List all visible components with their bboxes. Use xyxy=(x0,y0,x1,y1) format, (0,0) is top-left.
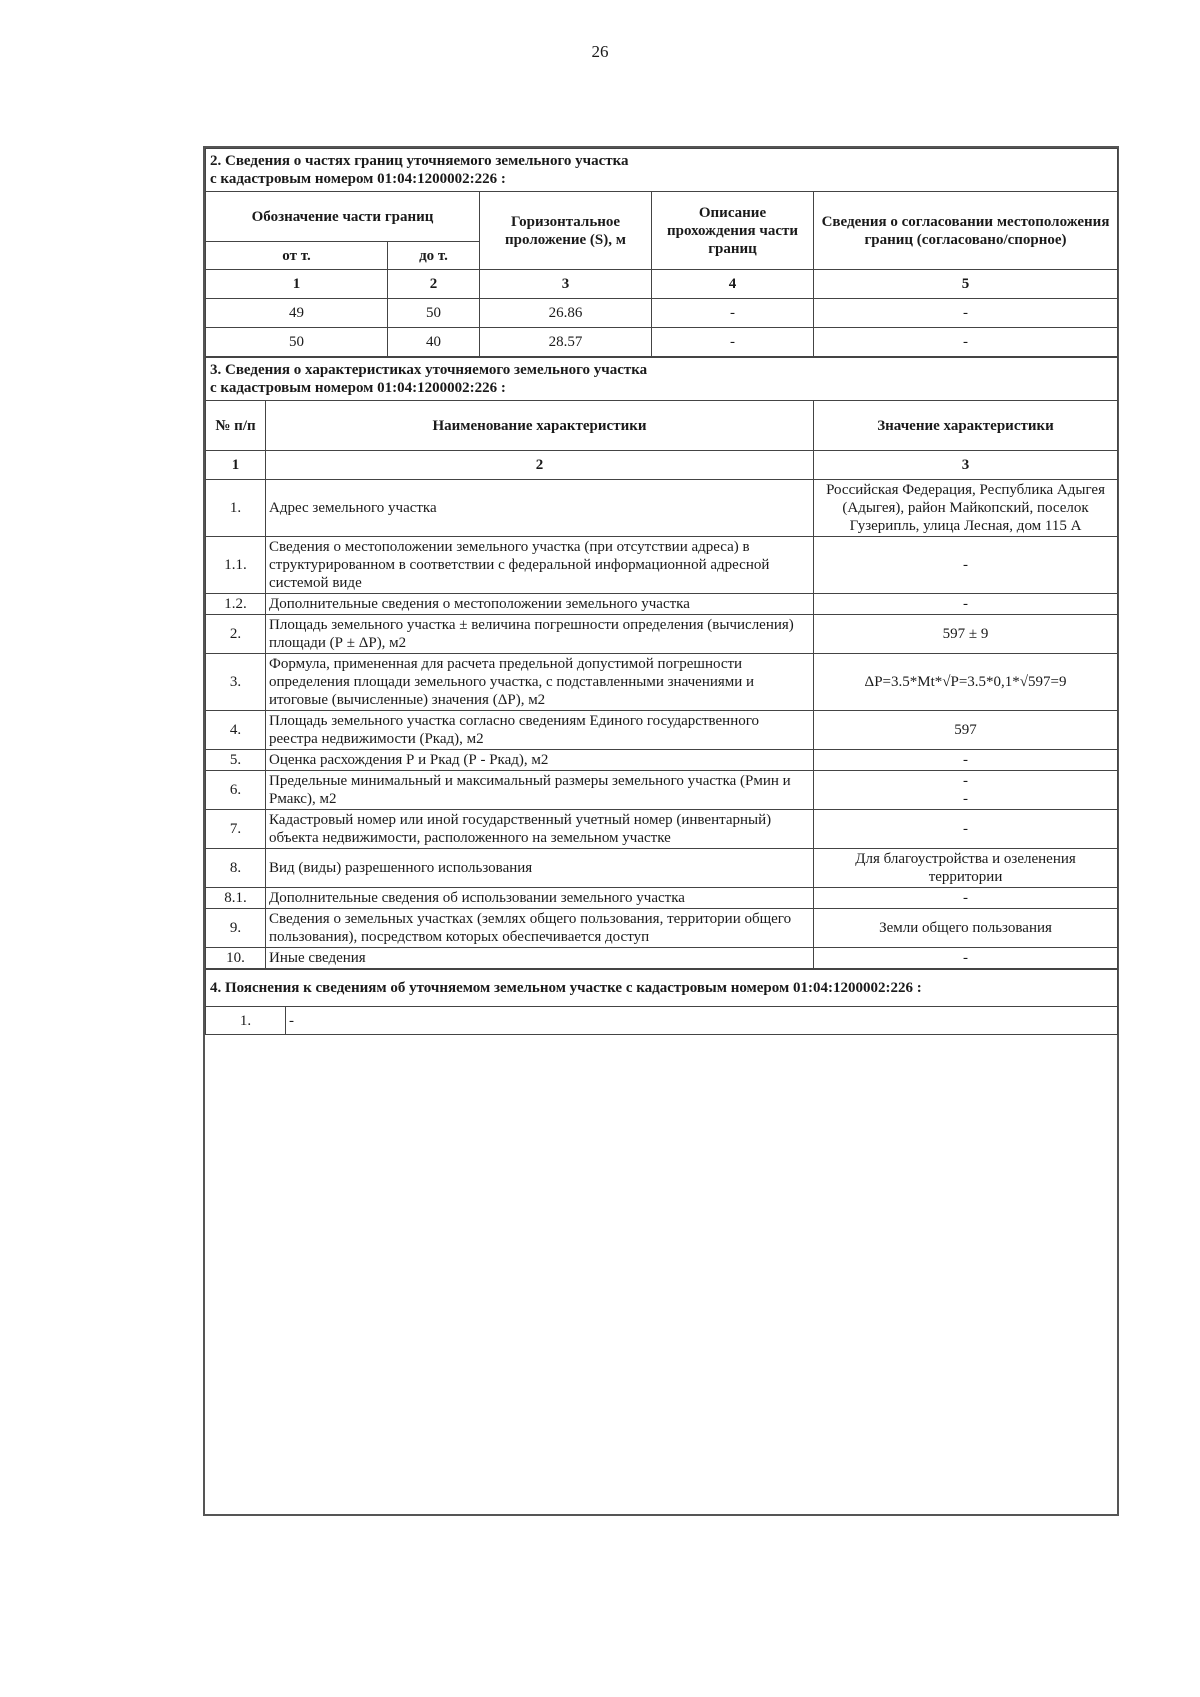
cell-no: 1. xyxy=(206,480,266,537)
table-row xyxy=(206,711,1118,750)
header-from: от т. xyxy=(206,242,388,270)
cell-no: 10. xyxy=(206,948,266,969)
cell-no: 2. xyxy=(206,615,266,654)
section2-title xyxy=(206,149,1118,192)
cell-value: ΔР=3.5*Mt*√Р=3.5*0,1*√597=9 xyxy=(814,654,1118,711)
col-number: 1 xyxy=(206,270,388,299)
cell-name: Дополнительные сведения об использовании земельного участка xyxy=(266,888,814,909)
table-row xyxy=(206,1007,1118,1035)
section3-title-line1: 3. Сведения о характеристиках уточняемого земельного участка xyxy=(210,362,648,378)
table-row xyxy=(206,909,1118,948)
col-number: 2 xyxy=(266,451,814,480)
table-row xyxy=(206,750,1118,771)
cell-name: Формула, примененная для расчета предельной допустимой погрешности определения площади земельного участка, с подставленными значениями и итоговые (вычисленные) значения (ΔР), м2 xyxy=(266,654,814,711)
section3-table xyxy=(205,357,1118,969)
header-description: Описание прохождения части границ xyxy=(652,192,814,270)
column-numbers-row xyxy=(206,451,1118,480)
cell-name: Сведения о земельных участках (землях общего пользования, территории общего пользования), посредством которых обеспечивается доступ xyxy=(266,909,814,948)
table-row xyxy=(206,537,1118,594)
cell-name: Предельные минимальный и максимальный размеры земельного участка (Рмин и Рмакс), м2 xyxy=(266,771,814,810)
cell-no: 7. xyxy=(206,810,266,849)
cell-value: - xyxy=(814,750,1118,771)
cell-agreement: - xyxy=(814,328,1118,357)
table-row xyxy=(206,948,1118,969)
cell-value: - xyxy=(814,594,1118,615)
col-number: 3 xyxy=(814,451,1118,480)
cell-horizontal: 28.57 xyxy=(480,328,652,357)
cell-name: Иные сведения xyxy=(266,948,814,969)
section3-title xyxy=(206,358,1118,401)
cell-no: 4. xyxy=(206,711,266,750)
table-row xyxy=(206,480,1118,537)
cell-name: Дополнительные сведения о местоположении земельного участка xyxy=(266,594,814,615)
section4-title: 4. Пояснения к сведениям об уточняемом земельном участке с кадастровым номером 01:04:1200002:226 : xyxy=(206,970,1118,1007)
col-number: 3 xyxy=(480,270,652,299)
cell-value: - xyxy=(814,537,1118,594)
column-numbers-row xyxy=(206,270,1118,299)
cell-name: Кадастровый номер или иной государственный учетный номер (инвентарный) объекта недвижимости, расположенного на земельном участке xyxy=(266,810,814,849)
cell-value: - - xyxy=(814,771,1118,810)
col-number: 5 xyxy=(814,270,1118,299)
cell-horizontal: 26.86 xyxy=(480,299,652,328)
header-no: № п/п xyxy=(206,401,266,451)
cell-value: - xyxy=(814,888,1118,909)
cell-value: 597 xyxy=(814,711,1118,750)
cell-agreement: - xyxy=(814,299,1118,328)
section3-rows xyxy=(206,480,1118,969)
section3-title-line2: с кадастровым номером 01:04:1200002:226 : xyxy=(210,380,506,396)
cell-value: Для благоустройства и озеленения территории xyxy=(814,849,1118,888)
col-number: 1 xyxy=(206,451,266,480)
table-row xyxy=(206,328,1118,357)
document-frame xyxy=(203,146,1119,1516)
cell-no: 5. xyxy=(206,750,266,771)
cell-value: - xyxy=(814,810,1118,849)
cell-name: Сведения о местоположении земельного участка (при отсутствии адреса) в структурированном в соответствии с федеральной информационной адресной системой виде xyxy=(266,537,814,594)
cell-value: 597 ± 9 xyxy=(814,615,1118,654)
header-name: Наименование характеристики xyxy=(266,401,814,451)
section2-table xyxy=(205,148,1118,357)
table-row xyxy=(206,771,1118,810)
cell-no: 1. xyxy=(206,1007,286,1035)
header-part-designation: Обозначение части границ xyxy=(206,192,480,242)
col-number: 2 xyxy=(388,270,480,299)
table-row xyxy=(206,888,1118,909)
cell-text: - xyxy=(286,1007,1118,1035)
cell-no: 8. xyxy=(206,849,266,888)
cell-description: - xyxy=(652,328,814,357)
header-horizontal: Горизонтальное проложение (S), м xyxy=(480,192,652,270)
col-number: 4 xyxy=(652,270,814,299)
header-agreement: Сведения о согласовании местоположения границ (согласовано/спорное) xyxy=(814,192,1118,270)
cell-name: Площадь земельного участка согласно сведениям Единого государственного реестра недвижимости (Ркад), м2 xyxy=(266,711,814,750)
page-number: 26 xyxy=(591,42,609,61)
cell-no: 9. xyxy=(206,909,266,948)
cell-no: 6. xyxy=(206,771,266,810)
cell-name: Оценка расхождения Р и Ркад (Р - Ркад), м2 xyxy=(266,750,814,771)
cell-name: Вид (виды) разрешенного использования xyxy=(266,849,814,888)
cell-no: 1.2. xyxy=(206,594,266,615)
table-row xyxy=(206,594,1118,615)
cell-no: 8.1. xyxy=(206,888,266,909)
table-row xyxy=(206,299,1118,328)
cell-no: 1.1. xyxy=(206,537,266,594)
cell-to: 40 xyxy=(388,328,480,357)
cell-from: 50 xyxy=(206,328,388,357)
cell-name: Площадь земельного участка ± величина погрешности определения (вычисления) площади (Р ± ΔР), м2 xyxy=(266,615,814,654)
cell-to: 50 xyxy=(388,299,480,328)
cell-no: 3. xyxy=(206,654,266,711)
section4-table xyxy=(205,969,1118,1035)
table-row xyxy=(206,615,1118,654)
header-value: Значение характеристики xyxy=(814,401,1118,451)
table-row xyxy=(206,654,1118,711)
cell-value: - xyxy=(814,948,1118,969)
table-row xyxy=(206,810,1118,849)
cell-value: Земли общего пользования xyxy=(814,909,1118,948)
section2-title-line2: с кадастровым номером 01:04:1200002:226 : xyxy=(210,171,506,187)
table-row xyxy=(206,849,1118,888)
cell-from: 49 xyxy=(206,299,388,328)
header-to: до т. xyxy=(388,242,480,270)
cell-name: Адрес земельного участка xyxy=(266,480,814,537)
cell-description: - xyxy=(652,299,814,328)
section2-title-line1: 2. Сведения о частях границ уточняемого земельного участка xyxy=(210,153,629,169)
cell-value: Российская Федерация, Республика Адыгея (Адыгея), район Майкопский, поселок Гузерипль, улица Лесная, дом 115 А xyxy=(814,480,1118,537)
